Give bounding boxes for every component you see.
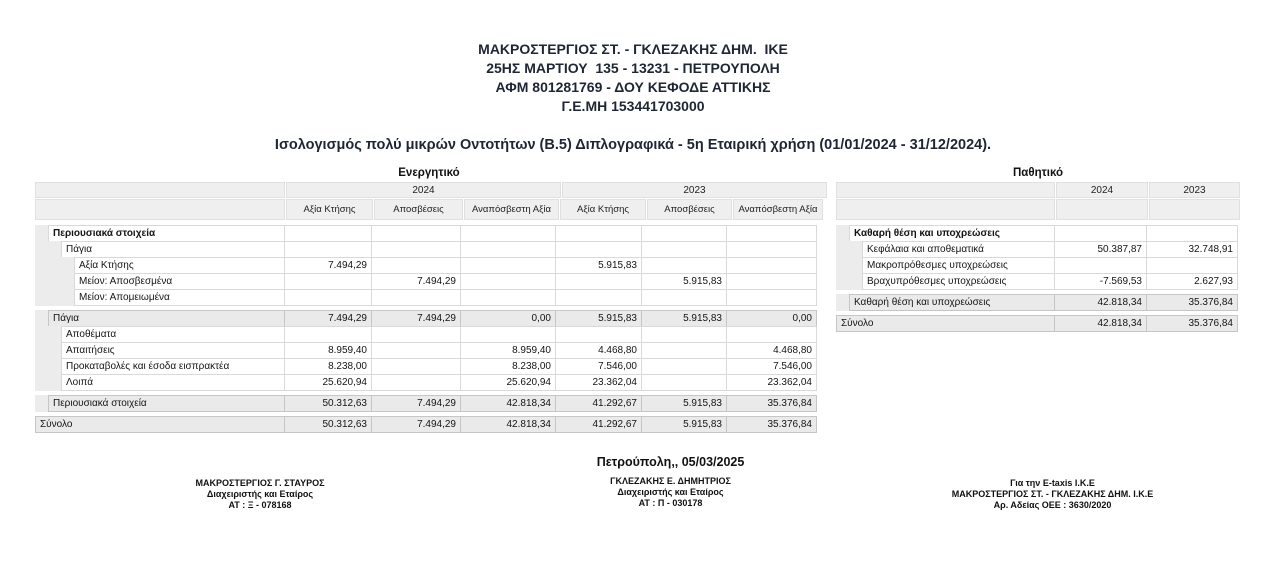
row-indent-gutter — [836, 273, 862, 290]
cell-value — [371, 326, 461, 343]
cell-value: 42.818,34 — [460, 416, 556, 433]
cell-value: 23.362,04 — [555, 374, 642, 391]
year-header-spacer — [836, 182, 1055, 198]
year-header: 2024 — [1056, 182, 1148, 198]
cell-value — [371, 257, 461, 274]
column-header: Αναπόσβεστη Αξία — [464, 199, 559, 220]
signatory-name: ΜΑΚΡΟΣΤΕΡΓΙΟΣ Γ. ΣΤΑΥΡΟΣ — [195, 478, 325, 488]
signatory-role: Διαχειριστής και Εταίρος — [206, 489, 314, 499]
cell-value: 50.312,63 — [284, 416, 372, 433]
cell-value — [460, 241, 556, 258]
cell-value — [641, 241, 727, 258]
company-tax-info: ΑΦΜ 801281769 - ΔΟΥ ΚΕΦΟΔΕ ΑΤΤΙΚΗΣ — [495, 79, 771, 95]
signature-block-center — [483, 455, 858, 509]
row-label: Περιουσιακά στοιχεία — [48, 225, 285, 242]
table-row — [35, 257, 823, 274]
liabilities-table — [836, 182, 1240, 332]
cell-value: 2.627,93 — [1146, 273, 1238, 290]
signatory-id: ΑΤ : Π - 030178 — [638, 498, 703, 508]
row-label: Προκαταβολές και έσοδα εισπρακτέα — [61, 358, 285, 375]
cell-value: 4.468,80 — [726, 342, 817, 359]
liabilities-section — [836, 167, 1240, 332]
column-header: Αποσβέσεις — [647, 199, 732, 220]
cell-value — [555, 273, 642, 290]
assets-section — [35, 167, 823, 433]
cell-value — [726, 257, 817, 274]
row-label: Πάγια — [61, 241, 285, 258]
cell-value: 7.494,29 — [284, 310, 372, 327]
table-row — [836, 315, 1240, 332]
cell-value: 42.818,34 — [1054, 294, 1147, 311]
table-row — [35, 225, 823, 242]
cell-value: 42.818,34 — [460, 395, 556, 412]
cell-value — [460, 289, 556, 306]
signatory-name: ΓΚΛΕΖΑΚΗΣ Ε. ΔΗΜΗΤΡΙΟΣ — [610, 476, 731, 486]
column-header — [1149, 199, 1240, 220]
row-indent-gutter — [35, 310, 48, 327]
cell-value: 5.915,83 — [641, 310, 727, 327]
cell-value — [284, 241, 372, 258]
row-label: Μείον: Αποσβεσμένα — [74, 273, 285, 290]
row-label: Σύνολο — [35, 416, 285, 433]
company-gemi: Γ.Ε.ΜΗ 153441703000 — [561, 98, 705, 114]
assets-table — [35, 182, 823, 433]
cell-value — [641, 326, 727, 343]
cell-value: 8.238,00 — [460, 358, 556, 375]
cell-value — [371, 342, 461, 359]
cell-value: -7.569,53 — [1054, 273, 1147, 290]
year-header: 2023 — [562, 182, 827, 198]
cell-value — [284, 289, 372, 306]
table-row — [836, 273, 1240, 290]
cell-value — [460, 326, 556, 343]
assets-section-title: Ενεργητικό — [398, 167, 460, 179]
cell-value — [726, 326, 817, 343]
cell-value — [1054, 225, 1147, 242]
cell-value: 5.915,83 — [641, 273, 727, 290]
column-header-row — [35, 199, 823, 220]
cell-value: 5.915,83 — [555, 257, 642, 274]
column-header: Αποσβέσεις — [374, 199, 463, 220]
cell-value — [726, 241, 817, 258]
cell-value: 5.915,83 — [641, 395, 727, 412]
cell-value: 7.494,29 — [371, 273, 461, 290]
column-header-spacer — [35, 199, 285, 220]
row-label: Κεφάλαια και αποθεματικά — [862, 241, 1055, 258]
table-body — [836, 220, 1240, 332]
cell-value — [371, 374, 461, 391]
cell-value: 7.494,29 — [371, 395, 461, 412]
company-name: ΜΑΚΡΟΣΤΕΡΓΙΟΣ ΣΤ. - ΓΚΛΕΖΑΚΗΣ ΔΗΜ. ΙΚΕ — [478, 41, 788, 57]
cell-value: 0,00 — [726, 310, 817, 327]
cell-value: 35.376,84 — [1146, 294, 1238, 311]
column-header: Αναπόσβεστη Αξία — [733, 199, 823, 220]
cell-value: 8.959,40 — [460, 342, 556, 359]
table-row — [836, 225, 1240, 242]
cell-value: 7.494,29 — [284, 257, 372, 274]
table-row — [35, 241, 823, 258]
year-header-row — [35, 182, 823, 198]
cell-value: 7.494,29 — [371, 416, 461, 433]
table-row — [35, 358, 823, 375]
company-header — [0, 40, 1266, 116]
signature-block-right — [870, 478, 1235, 511]
accountant-for-line: Για την E-taxis Ι.Κ.Ε — [1010, 478, 1095, 488]
table-row — [35, 310, 823, 327]
table-row — [35, 374, 823, 391]
company-address: 25ΗΣ ΜΑΡΤΙΟΥ 135 - 13231 - ΠΕΤΡΟΥΠΟΛΗ — [486, 60, 780, 76]
cell-value — [371, 358, 461, 375]
table-row — [35, 326, 823, 343]
row-label: Μείον: Απομειωμένα — [74, 289, 285, 306]
cell-value: 23.362,04 — [726, 374, 817, 391]
cell-value: 7.546,00 — [726, 358, 817, 375]
accountant-company: ΜΑΚΡΟΣΤΕΡΓΙΟΣ ΣΤ. - ΓΚΛΕΖΑΚΗΣ ΔΗΜ. Ι.Κ.Ε — [951, 489, 1154, 499]
cell-value: 25.620,94 — [460, 374, 556, 391]
table-row — [35, 416, 823, 433]
cell-value: 35.376,84 — [726, 395, 817, 412]
cell-value: 42.818,34 — [1054, 315, 1147, 332]
cell-value — [284, 326, 372, 343]
cell-value — [284, 225, 372, 242]
cell-value — [460, 225, 556, 242]
row-indent-gutter — [35, 342, 61, 359]
cell-value: 7.546,00 — [555, 358, 642, 375]
table-row — [35, 289, 823, 306]
cell-value: 41.292,67 — [555, 416, 642, 433]
cell-value: 25.620,94 — [284, 374, 372, 391]
column-header-spacer — [836, 199, 1055, 220]
row-label: Πάγια — [48, 310, 285, 327]
row-indent-gutter — [35, 225, 48, 242]
row-label: Λοιπά — [61, 374, 285, 391]
table-row — [35, 342, 823, 359]
row-indent-gutter — [35, 273, 74, 290]
row-label: Καθαρή θέση και υποχρεώσεις — [849, 225, 1055, 242]
cell-value — [555, 225, 642, 242]
row-label: Σύνολο — [836, 315, 1055, 332]
row-label: Βραχυπρόθεσμες υποχρεώσεις — [862, 273, 1055, 290]
row-label: Αποθέματα — [61, 326, 285, 343]
table-row — [836, 257, 1240, 274]
column-header: Αξία Κτήσης — [560, 199, 646, 220]
cell-value: 8.238,00 — [284, 358, 372, 375]
cell-value: 50.387,87 — [1054, 241, 1147, 258]
cell-value — [641, 374, 727, 391]
row-label: Απαιτήσεις — [61, 342, 285, 359]
signature-block-left — [95, 478, 425, 511]
cell-value — [371, 241, 461, 258]
row-label: Αξία Κτήσης — [74, 257, 285, 274]
row-indent-gutter — [836, 294, 849, 311]
cell-value: 5.915,83 — [555, 310, 642, 327]
cell-value — [460, 273, 556, 290]
table-row — [836, 241, 1240, 258]
cell-value: 50.312,63 — [284, 395, 372, 412]
row-label: Καθαρή θέση και υποχρεώσεις — [849, 294, 1055, 311]
table-row — [836, 294, 1240, 311]
year-header-spacer — [35, 182, 285, 198]
cell-value: 32.748,91 — [1146, 241, 1238, 258]
cell-value — [555, 241, 642, 258]
row-indent-gutter — [836, 257, 862, 274]
cell-value — [284, 273, 372, 290]
cell-value — [555, 326, 642, 343]
row-label: Περιουσιακά στοιχεία — [48, 395, 285, 412]
cell-value — [1146, 257, 1238, 274]
cell-value: 8.959,40 — [284, 342, 372, 359]
cell-value — [726, 273, 817, 290]
cell-value — [371, 225, 461, 242]
row-indent-gutter — [35, 289, 74, 306]
liabilities-section-title: Παθητικό — [1013, 167, 1063, 179]
cell-value: 7.494,29 — [371, 310, 461, 327]
column-header — [1056, 199, 1148, 220]
year-header: 2024 — [286, 182, 561, 198]
cell-value — [641, 342, 727, 359]
row-indent-gutter — [35, 241, 61, 258]
column-header-row — [836, 199, 1240, 220]
row-indent-gutter — [836, 241, 862, 258]
cell-value: 41.292,67 — [555, 395, 642, 412]
row-indent-gutter — [35, 326, 61, 343]
row-indent-gutter — [836, 225, 849, 242]
cell-value — [641, 257, 727, 274]
signatory-id: ΑΤ : Ξ - 078168 — [228, 500, 292, 510]
cell-value — [460, 257, 556, 274]
row-indent-gutter — [35, 358, 61, 375]
table-body — [35, 220, 823, 433]
column-header: Αξία Κτήσης — [286, 199, 373, 220]
row-indent-gutter — [35, 374, 61, 391]
signatory-role: Διαχειριστής και Εταίρος — [617, 487, 724, 497]
year-header-row — [836, 182, 1240, 198]
report-title: Ισολογισμός πολύ μικρών Οντοτήτων (Β.5) Διπλογραφικά - 5η Εταιρική χρήση (01/01/2024 - 31/12/2024). — [274, 137, 992, 153]
cell-value: 4.468,80 — [555, 342, 642, 359]
cell-value: 0,00 — [460, 310, 556, 327]
cell-value — [371, 289, 461, 306]
cell-value — [726, 289, 817, 306]
cell-value — [1054, 257, 1147, 274]
cell-value — [1146, 225, 1238, 242]
cell-value: 35.376,84 — [1146, 315, 1238, 332]
row-label: Μακροπρόθεσμες υποχρεώσεις — [862, 257, 1055, 274]
year-header: 2023 — [1149, 182, 1240, 198]
cell-value: 35.376,84 — [726, 416, 817, 433]
row-indent-gutter — [35, 395, 48, 412]
cell-value — [641, 358, 727, 375]
table-row — [35, 395, 823, 412]
cell-value: 5.915,83 — [641, 416, 727, 433]
row-indent-gutter — [35, 257, 74, 274]
cell-value — [641, 289, 727, 306]
accountant-license: Αρ. Αδείας ΟΕΕ : 3630/2020 — [993, 500, 1112, 510]
cell-value — [726, 225, 817, 242]
cell-value — [555, 289, 642, 306]
table-row — [35, 273, 823, 290]
cell-value — [641, 225, 727, 242]
place-date: Πετρούπολη,, 05/03/2025 — [596, 455, 745, 469]
